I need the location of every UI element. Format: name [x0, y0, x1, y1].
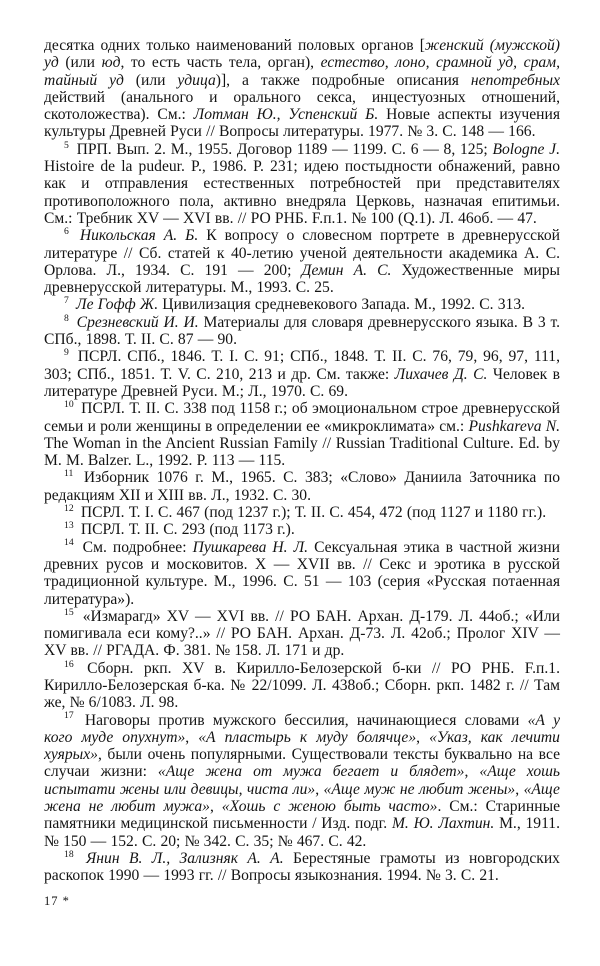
footnote-paragraph: [44, 141, 560, 227]
text-run: ПРП. Вып. 2. М., 1955. Договор 1189 — 1199. С. 6 — 8, 125;: [71, 140, 493, 158]
italic-text-run: «Аще жена не любит мужа»: [44, 780, 560, 816]
text-run: [77, 850, 86, 867]
footnote-paragraph: [44, 314, 560, 349]
footnote-number: 18: [64, 848, 74, 860]
text-run: Histoire de la pudeur. P., 1986. P. 231; идею постыдности обнажений, равно как и отправления естественных потребностей при представителях противоположного пола, активно внедряла Церковь, назначая епитимьи. См.: Требник XV — XVI вв. // РО РНБ. F.п.1. № 100 (Q.1). Л. 46об. — 47.: [44, 158, 560, 227]
italic-text-run: «А пластырь к муду болячце»: [198, 728, 417, 746]
text-run: Сборн. ркп. XV в. Кирилло-Белозерской б-ки // РО РНБ. F.п.1. Кирилло-Белозерская б-ка. № 22/1099. Л. 438об.; Сборн. ркп. 1482 г. // Там же, № 6/1083. Л. 98.: [44, 659, 560, 712]
text-run: Художественные миры древнерусской литературы. М., 1993. С. 25.: [44, 261, 561, 297]
italic-text-run: Срезневский И. И.: [76, 313, 199, 331]
italic-text-run: Демин А. С.: [301, 261, 392, 279]
footnote-paragraph: [44, 469, 560, 504]
footnote-paragraph: [44, 539, 560, 608]
footnote-paragraph: [44, 850, 560, 885]
text-run: ПСРЛ. Т. II. С. 293 (под 1173 г.).: [76, 521, 295, 539]
text-run: (или: [58, 54, 102, 72]
footnote-paragraph: [44, 521, 560, 538]
italic-text-run: Пушкарева Н. Л.: [192, 538, 309, 556]
italic-text-run: непотребных: [470, 71, 560, 89]
text-run: ,: [515, 780, 524, 798]
page-signature: 17 *: [44, 894, 70, 908]
italic-text-run: Лихачев Д. С.: [394, 365, 488, 383]
footnote-number: 14: [64, 537, 74, 549]
footnote-paragraph: [44, 400, 560, 469]
italic-text-run: юд: [101, 54, 121, 72]
text-run: Наговоры против мужского бессилия, начинающиеся словами: [76, 711, 528, 729]
text-run: К вопросу о словесном портрете в древнерусской литературе // Сб. статей к 40-летию ученой деятельности академика А. С. Орлова. Л., 1934. С. 191 — 200;: [44, 227, 560, 279]
footnote-number: 10: [64, 399, 74, 411]
footnote-number: 5: [64, 139, 69, 151]
text-run: Сексуальная этика в частной жизни древних русов и московитов. X — XVII вв. // Секс и эротика в русской традиционной культуре. М., 1996. С. 51 — 103 (серия «Русская потаенная литература»).: [44, 538, 560, 608]
footnote-number: 13: [64, 520, 74, 532]
text-run: ПСРЛ. СПб., 1846. Т. I. С. 91; СПб., 1848. Т. II. С. 76, 79, 96, 97, 111, 303; СПб., 1851. Т. V. С. 210, 213 и др. См. также:: [44, 348, 560, 383]
footnotes-text-block: [44, 37, 560, 885]
italic-text-run: естество, лоно, срамной уд, срам, тайный уд: [44, 54, 561, 89]
text-run: ,: [315, 780, 324, 798]
text-run: «Измарагд» XV — XVI вв. // РО БАН. Архан. Д-179. Л. 44об.; «Или помигивала еси кому?..» // РО БАН. Архан. Д-73. Л. 42об.; Пролог XIV — XV вв. // РГАДА. Ф. 381. № 158. Л. 171 и др.: [44, 607, 560, 660]
text-run: (или: [123, 71, 178, 89]
body-paragraph: [44, 37, 560, 141]
text-run: Цивилизация средневекового Запада. М., 1992. С. 313.: [158, 296, 526, 314]
text-run: )], а также подробные описания: [215, 71, 471, 89]
text-run: ПСРЛ. Т. II. С. 338 под 1158 г.; об эмоциональном строе древнерусской семьи и роли женщины в определении ее «микроклимата» см.:: [44, 400, 560, 435]
footnote-number: 6: [64, 226, 69, 238]
text-run: ,: [416, 728, 430, 746]
footnote-number: 12: [64, 502, 74, 514]
italic-text-run: «Аще жена от мужа бегает и блядет»: [157, 763, 465, 781]
italic-text-run: «А у кого муде опухнут»: [44, 711, 560, 746]
italic-text-run: Янин В. Л., Зализняк А. А.: [86, 849, 284, 867]
italic-text-run: удица: [177, 71, 216, 89]
text-run: Человек в литературе Древней Руси. М.; Л., 1970. С. 69.: [44, 365, 561, 400]
text-run: Берестяные грамоты из новгородских раскопок 1990 — 1993 гг. // Вопросы языкознания. 1994. № 3. С. 21.: [44, 849, 560, 885]
text-run: Новые аспекты изучения культуры Древней Руси // Вопросы литературы. 1977. № 3. С. 148 — 166.: [44, 106, 560, 141]
footnote-number: 16: [64, 658, 74, 670]
text-run: , то есть часть тела, орган),: [120, 54, 321, 72]
text-run: действий (анального и орального секса, инцестуозных отношений, скотоложества). См.:: [44, 88, 560, 124]
italic-text-run: женский (мужской) уд: [44, 37, 560, 72]
text-run: См. подробнее:: [76, 538, 193, 556]
text-run: , были очень популярными. Существовали тексты буквально на все случаи жизни:: [44, 746, 560, 781]
italic-text-run: «Хошь с женою быть часто»: [221, 798, 438, 816]
footnote-paragraph: [44, 712, 560, 850]
italic-text-run: «Аще хошь испытати жены или девицы, чиста ли»: [44, 763, 560, 798]
text-run: . См.: Старинные памятники медицинской письменности / Изд. подг.: [44, 798, 560, 833]
italic-text-run: Pushkareva N.: [468, 417, 560, 435]
footnote-number: 8: [64, 312, 69, 324]
italic-text-run: Bologne J.: [492, 140, 560, 158]
italic-text-run: Никольская А. Б.: [79, 227, 199, 245]
text-run: Изборник 1076 г. М., 1965. С. 383; «Слово» Даниила Заточника по редакциям XII и XIII вв. Л., 1932. С. 30.: [44, 469, 560, 504]
footnote-number: 15: [64, 606, 74, 618]
text-run: ,: [464, 763, 480, 781]
text-run: Материалы для словаря древнерусского языка. В 3 т. СПб., 1898. Т. II. С. 87 — 90.: [44, 313, 560, 349]
italic-text-run: «Указ, как лечити хуярых»: [44, 728, 560, 764]
italic-text-run: М. Ю. Лахтин.: [391, 815, 495, 833]
footnote-number: 9: [64, 347, 69, 359]
italic-text-run: Ле Гофф Ж.: [76, 296, 159, 314]
text-run: десятка одних только наименований половых органов [: [44, 37, 425, 54]
text-run: The Woman in the Ancient Russian Family // Russian Traditional Culture. Ed. by M. M. Balzer. L., 1992. P. 113 — 115.: [44, 434, 560, 470]
footnote-number: 17: [64, 710, 74, 722]
footnote-paragraph: [44, 227, 560, 296]
footnote-number: 7: [64, 295, 69, 307]
text-run: ,: [209, 798, 222, 816]
text-run: ПСРЛ. Т. I. С. 467 (под 1237 г.); Т. II. С. 454, 472 (под 1127 и 1180 гг.).: [76, 504, 547, 522]
footnote-paragraph: [44, 296, 560, 313]
text-run: ,: [185, 728, 199, 746]
footnote-paragraph: [44, 660, 560, 712]
footnote-number: 11: [64, 468, 74, 480]
text-run: М., 1911. № 150 — 152. С. 20; № 342. С. 35; № 467. С. 42.: [44, 815, 560, 850]
footnote-paragraph: [44, 608, 560, 660]
text-run: [72, 227, 80, 244]
footnote-paragraph: [44, 348, 560, 400]
italic-text-run: Лотман Ю., Успенский Б.: [193, 106, 379, 124]
italic-text-run: «Аще муж не любит жены»: [323, 780, 516, 798]
footnote-paragraph: [44, 504, 560, 521]
